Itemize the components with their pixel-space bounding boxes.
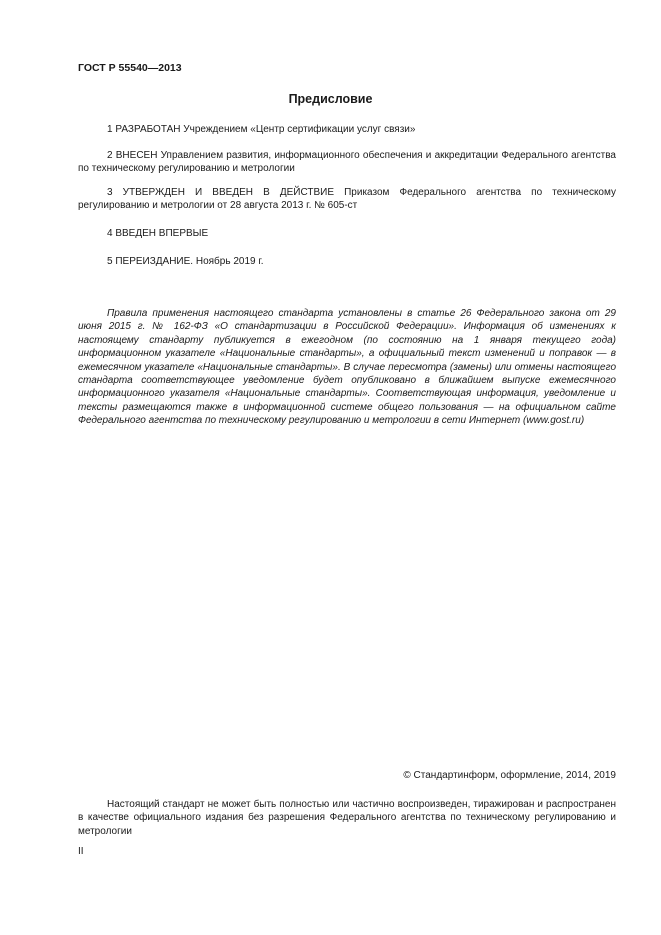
preface-item-3 — [78, 186, 616, 212]
preface-item-text: Приказом Федерального агентства по техническому регулированию и метрологии от 28 августа 2013 г. № 605-ст — [78, 187, 616, 211]
preface-item-lead: 4 ВВЕДЕН ВПЕРВЫЕ — [107, 228, 209, 239]
page-title: Предисловие — [288, 92, 373, 106]
copyright-notice: © Стандартинформ, оформление, 2014, 2019 — [403, 770, 616, 781]
preface-item-1 — [78, 123, 616, 136]
preface-item-lead: 3 УТВЕРЖДЕН И ВВЕДЕН В ДЕЙСТВИЕ — [107, 187, 335, 198]
preface-item-lead: 2 ВНЕСЕН — [107, 150, 158, 161]
preface-item-5 — [78, 255, 616, 268]
preface-item-4 — [78, 227, 616, 240]
preface-item-2 — [78, 149, 616, 175]
preface-item-text: Учреждением «Центр сертификации услуг связи» — [180, 124, 416, 135]
preface-item-lead: 1 РАЗРАБОТАН — [107, 124, 181, 135]
page-number: II — [78, 846, 84, 857]
preface-item-text: Управлением развития, информационного обеспечения и аккредитации Федерального агентства по техническому регулированию и метрологии — [78, 150, 616, 174]
preface-item-lead: 5 ПЕРЕИЗДАНИЕ. — [107, 256, 194, 267]
standard-application-note: Правила применения настоящего стандарта установлены в статье 26 Федерального закона от 29 июня 2015 г. № 162-ФЗ «О стандартизации в Российской Федерации». Информация об изменениях к настоящему стандарту публикуется в ежегодном (по состоянию на 1 января текущего года) информационном указателе «Национальные стандарты», а официальный текст изменений и поправок — в ежемесячном указателе «Национальные стандарты». В случае пересмотра (замены) или отмены настоящего стандарта соответствующее уведомление будет опубликовано в ближайшем выпуске ежемесячного информационного указателя «Национальные стандарты». Соответствующая информация, уведомление и тексты размещаются также в информационной системе общего пользования — на официальном сайте Федерального агентства по техническому регулированию и метрологии в сети Интернет (www.gost.ru) — [78, 308, 616, 427]
reproduction-rights-notice: Настоящий стандарт не может быть полностью или частично воспроизведен, тиражирован и распространен в качестве официального издания без разрешения Федерального агентства по техническому регулированию и метрологии — [78, 799, 616, 837]
preface-item-text: Ноябрь 2019 г. — [193, 256, 264, 267]
document-code: ГОСТ Р 55540—2013 — [78, 62, 182, 74]
